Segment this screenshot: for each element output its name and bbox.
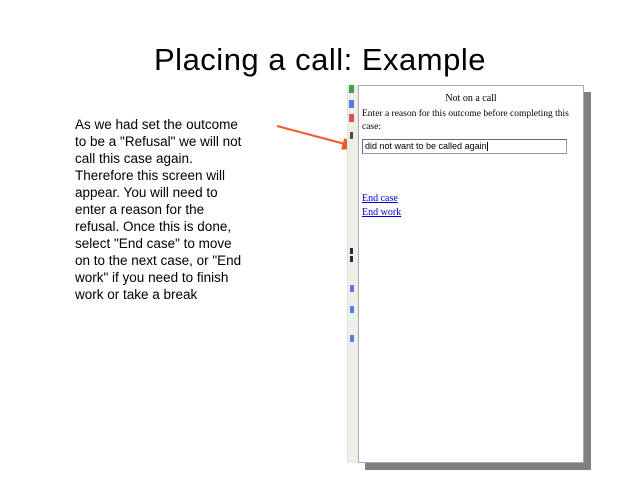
- body-line: work or take a break: [75, 287, 198, 302]
- body-line: refusal. Once this is done,: [75, 219, 232, 234]
- body-line: enter a reason for the: [75, 202, 205, 217]
- prompt-text: Enter a reason for this outcome before completing this case:: [362, 109, 569, 132]
- body-line: select "End case" to move: [75, 236, 232, 251]
- panel-links: [362, 192, 583, 220]
- text-caret-icon: [487, 142, 488, 151]
- fragment-red-icon: [349, 114, 354, 122]
- fragment-text-mark: [350, 248, 353, 254]
- body-line: Therefore this screen will: [75, 168, 226, 183]
- slide-title: Placing a call: Example: [154, 42, 486, 77]
- body-line: work" if you need to finish: [75, 270, 229, 285]
- panel-heading: Not on a call: [445, 93, 497, 104]
- fragment-blue-icon: [349, 100, 354, 108]
- body-line: to be a "Refusal" we will not: [75, 134, 242, 149]
- background-window-sliver: [347, 85, 358, 463]
- reason-input[interactable]: [362, 139, 567, 154]
- reason-input-value: did not want to be called again: [365, 141, 487, 151]
- body-line: As we had set the outcome: [75, 117, 238, 132]
- fragment-link-mark: [350, 285, 354, 292]
- app-screenshot: [347, 85, 584, 463]
- body-line: on to the next case, or "End: [75, 253, 242, 268]
- fragment-text-mark: [350, 132, 353, 139]
- end-work-link[interactable]: End work: [362, 207, 402, 218]
- fragment-link-mark: [350, 306, 354, 313]
- body-line: appear. You will need to: [75, 185, 218, 200]
- fragment-link-mark: [350, 335, 354, 342]
- fragment-text-mark: [350, 256, 353, 262]
- fragment-green-icon: [349, 85, 354, 93]
- slide-body-text: [75, 116, 241, 303]
- body-line: call this case again.: [75, 151, 193, 166]
- not-on-call-panel: [358, 85, 584, 463]
- end-case-link[interactable]: End case: [362, 193, 398, 204]
